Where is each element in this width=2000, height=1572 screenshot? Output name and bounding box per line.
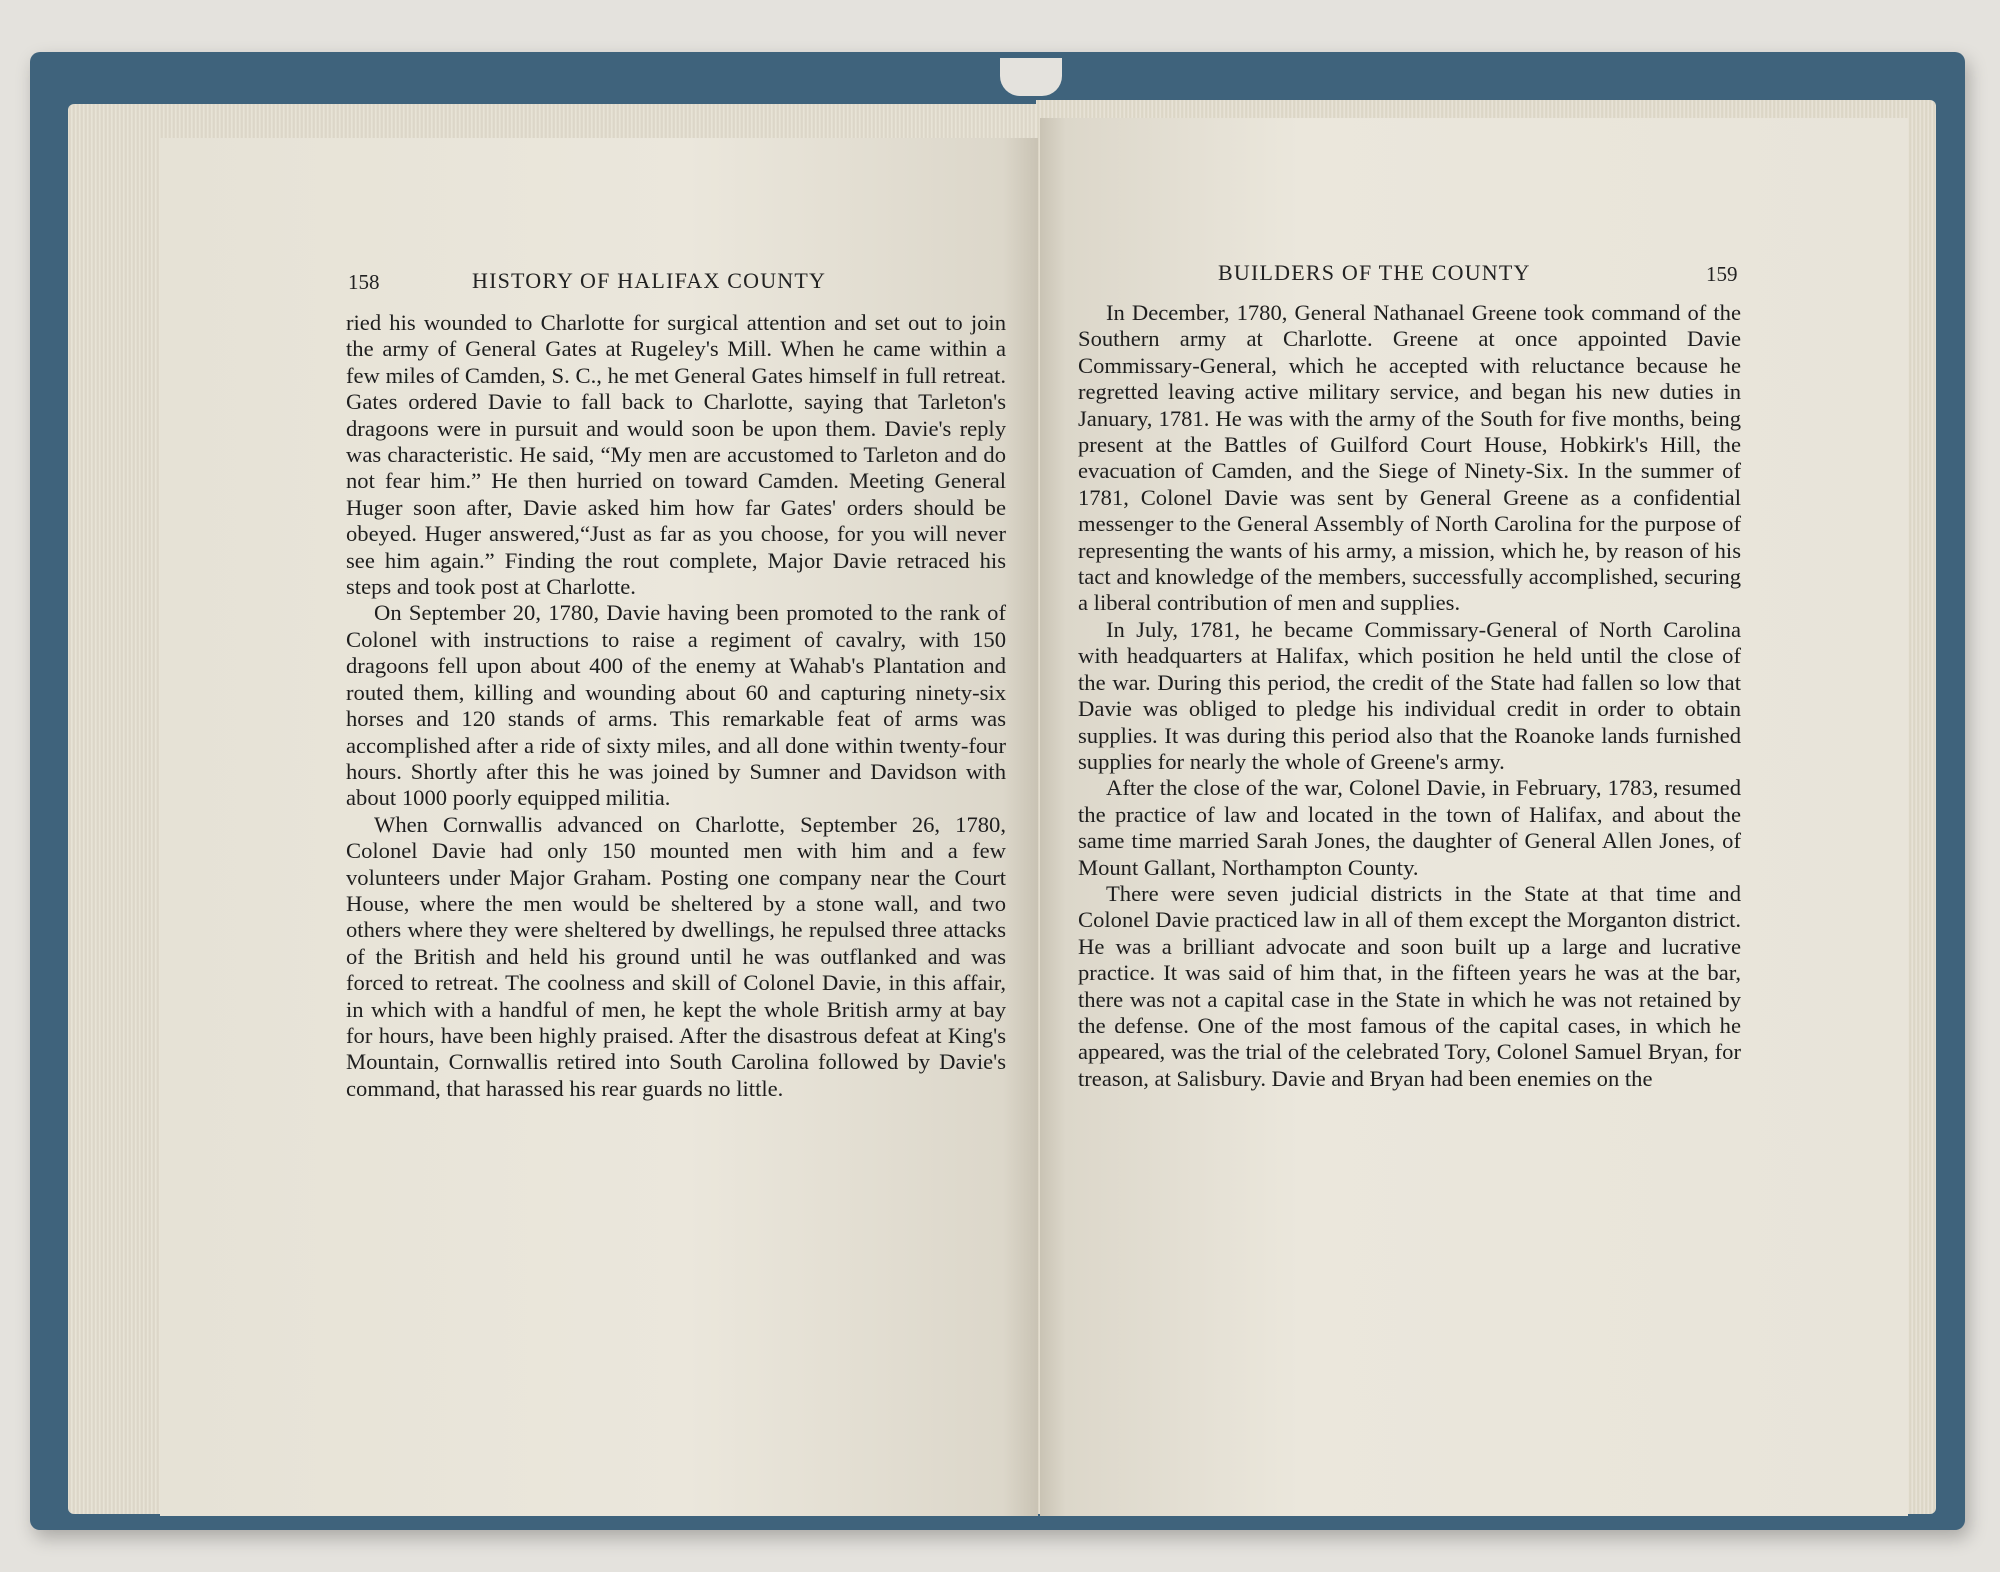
left-paragraph-1: ried his wounded to Charlotte for surgical attention and set out to join the army of General Gates at Rugeley's Mill. When he came within a few miles of Camden, S. C., he met General Gates himself in full retreat. Gates ordered Davie to fall back to Charlotte, saying that Tarleton's dragoons were in pursuit and would soon be upon them. Davie's reply was characteristic. He said, “My men are accustomed to Tarleton and do not fear him.” He then hurried on toward Camden. Meeting General Huger soon after, Davie asked him how far Gates' orders should be obeyed. Huger answered,“Just as far as you choose, for you will never see him again.” Finding the rout complete, Major Davie retraced his steps and took post at Charlotte. [346, 310, 1006, 600]
right-paragraph-3: After the close of the war, Colonel Davie, in February, 1783, resumed the practice of law and located in the town of Halifax, and about the same time married Sarah Jones, the daughter of General Allen Jones, of Mount Gallant, Northampton County. [1078, 775, 1741, 880]
right-paragraph-4: There were seven judicial districts in the State at that time and Colonel Davie practiced law in all of them except the Morganton district. He was a brilliant advocate and soon built up a large and lucrative practice. It was said of him that, in the fifteen years he was at the bar, there was not a capital case in the State in which he was not retained by the defense. One of the most famous of the capital cases, in which he appeared, was the trial of the celebrated Tory, Colonel Samuel Bryan, for treason, at Salisbury. Davie and Bryan had been enemies on the [1078, 880, 1741, 1091]
left-paragraph-3: When Cornwallis advanced on Charlotte, September 26, 1780, Colonel Davie had only 150 mounted men with him and a few volunteers under Major Graham. Posting one company near the Court House, where the men would be sheltered by a stone wall, and two others where they were sheltered by dwellings, he repulsed three attacks of the British and held his ground until he was outflanked and was forced to retreat. The coolness and skill of Colonel Davie, in this affair, in which with a handful of men, he kept the whole British army at bay for hours, have been highly praised. After the disastrous defeat at King's Mountain, Cornwallis retired into South Carolina followed by Davie's command, that harassed his rear guards no little. [346, 811, 1006, 1101]
left-page [160, 138, 1038, 1516]
right-running-head: BUILDERS OF THE COUNTY [1218, 260, 1531, 285]
right-paragraph-2: In July, 1781, he became Commissary-General of North Carolina with headquarters at Halifax, which position he held until the close of the war. During this period, the credit of the State had fallen so low that Davie was obliged to pledge his individual credit in order to obtain supplies. It was during this period also that the Roanoke lands furnished supplies for nearly the whole of Greene's army. [1078, 616, 1741, 774]
left-page-number: 158 [348, 270, 380, 294]
right-body-text [1078, 300, 1741, 1092]
left-paragraph-2: On September 20, 1780, Davie having been promoted to the rank of Colonel with instructions to raise a regiment of cavalry, with 150 dragoons fell upon about 400 of the enemy at Wahab's Plantation and routed them, killing and wounding about 60 and capturing ninety-six horses and 120 stands of arms. This remarkable feat of arms was accomplished after a ride of sixty miles, and all done within twenty-four hours. Shortly after this he was joined by Sumner and Davidson with about 1000 poorly equipped militia. [346, 600, 1006, 811]
right-paragraph-1: In December, 1780, General Nathanael Greene took command of the Southern army at Charlotte. Greene at once appointed Davie Commissary-General, which he accepted with reluctance because he regretted leaving active military service, and began his new duties in January, 1781. He was with the army of the South for five months, being present at the Battles of Guilford Court House, Hobkirk's Hill, the evacuation of Camden, and the Siege of Ninety-Six. In the summer of 1781, Colonel Davie was sent by General Greene as a confidential messenger to the General Assembly of North Carolina for the purpose of representing the wants of his army, a mission, which he, by reason of his tact and knowledge of the members, successfully accomplished, securing a liberal contribution of men and supplies. [1078, 300, 1741, 616]
left-body-text [346, 310, 1006, 1102]
right-page-number: 159 [1706, 262, 1738, 286]
left-running-head: HISTORY OF HALIFAX COUNTY [472, 268, 827, 293]
spine-top [1000, 58, 1062, 96]
right-page [1040, 118, 1908, 1516]
